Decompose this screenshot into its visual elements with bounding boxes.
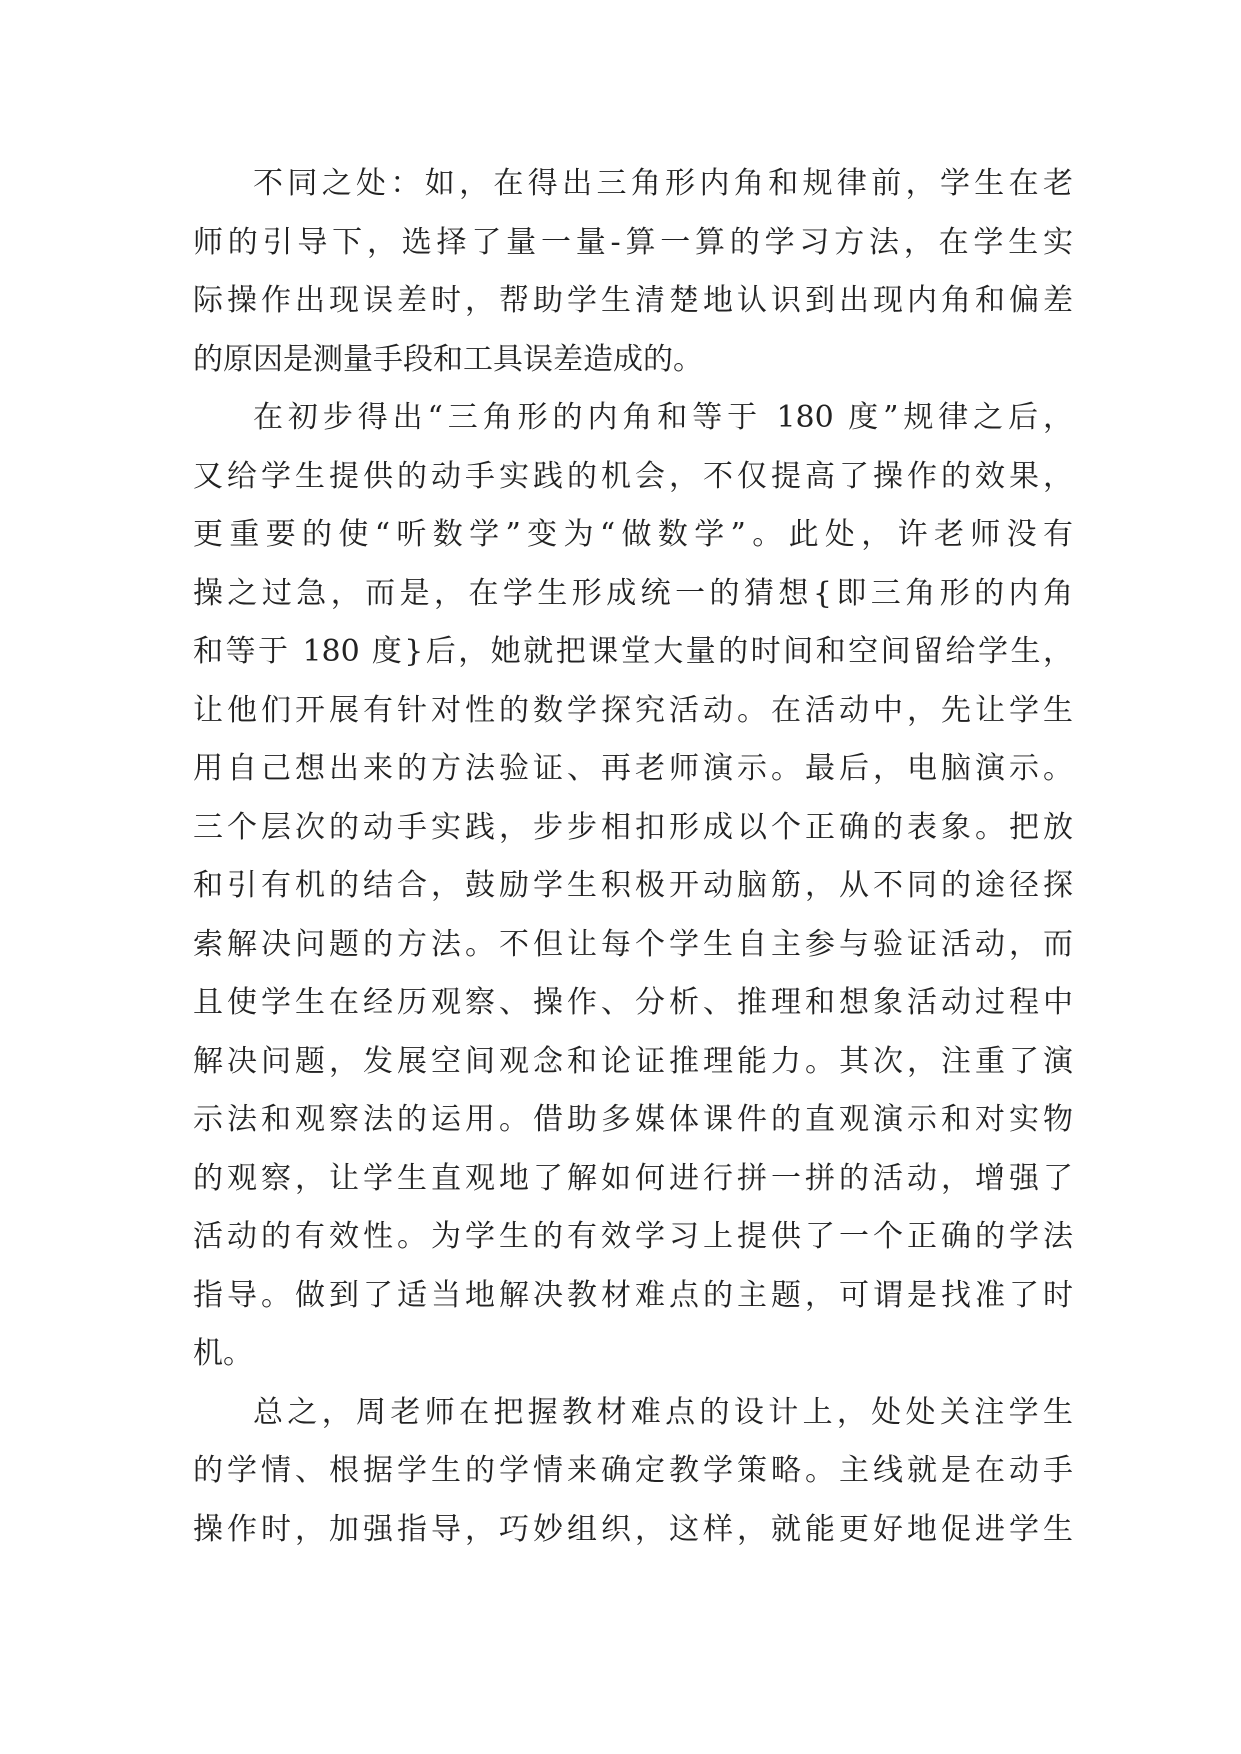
paragraph-summary xyxy=(193,1391,1073,1567)
text-line: 更重要的使“听数学”变为“做数学”。此处，许老师没有 xyxy=(193,517,1073,552)
paragraph-differences xyxy=(193,162,1073,396)
text-line: 用自己想出来的方法验证、再老师演示。最后，电脑演示。 xyxy=(193,751,1073,786)
text-line: 总之，周老师在把握教材难点的设计上，处处关注学生 xyxy=(253,1394,1073,1430)
text-line: 际操作出现误差时，帮助学生清楚地认识到出现内角和偏差 xyxy=(193,283,1073,318)
text-line: 操之过急，而是，在学生形成统一的猜想{即三角形的内角 xyxy=(193,575,1073,611)
text-line: 三个层次的动手实践，步步相扣形成以个正确的表象。把放 xyxy=(193,809,1073,845)
text-line: 的观察，让学生直观地了解如何进行拼一拼的活动，增强了 xyxy=(193,1160,1073,1196)
text-line: 示法和观察法的运用。借助多媒体课件的直观演示和对实物 xyxy=(193,1102,1073,1137)
text-line: 不同之处：如，在得出三角形内角和规律前，学生在老 xyxy=(253,166,1073,201)
text-line: 和引有机的结合，鼓励学生积极开动脑筋，从不同的途径探 xyxy=(193,868,1073,903)
text-line: 又给学生提供的动手实践的机会，不仅提高了操作的效果， xyxy=(193,458,1073,494)
document-body xyxy=(193,162,1073,1566)
text-line: 活动的有效性。为学生的有效学习上提供了一个正确的学法 xyxy=(193,1219,1073,1254)
text-line: 和等于 180 度}后，她就把课堂大量的时间和空间留给学生， xyxy=(193,634,1073,669)
text-line: 解决问题，发展空间观念和论证推理能力。其次，注重了演 xyxy=(193,1043,1073,1079)
text-line: 且使学生在经历观察、操作、分析、推理和想象活动过程中 xyxy=(193,985,1073,1020)
text-line: 机。 xyxy=(193,1336,253,1371)
text-line: 操作时，加强指导，巧妙组织，这样，就能更好地促进学生 xyxy=(193,1511,1073,1547)
text-line: 的学情、根据学生的学情来确定教学策略。主线就是在动手 xyxy=(193,1453,1073,1488)
text-line: 在初步得出“三角形的内角和等于 180 度”规律之后， xyxy=(253,400,1073,435)
text-line: 师的引导下，选择了量一量-算一算的学习方法，在学生实 xyxy=(193,224,1073,260)
text-line: 的原因是测量手段和工具误差造成的。 xyxy=(193,341,703,377)
text-line: 索解决问题的方法。不但让每个学生自主参与验证活动，而 xyxy=(193,926,1073,962)
text-line: 让他们开展有针对性的数学探究活动。在活动中，先让学生 xyxy=(193,692,1073,728)
paragraph-practice xyxy=(193,396,1073,1391)
text-line: 指导。做到了适当地解决教材难点的主题，可谓是找准了时 xyxy=(193,1277,1073,1313)
